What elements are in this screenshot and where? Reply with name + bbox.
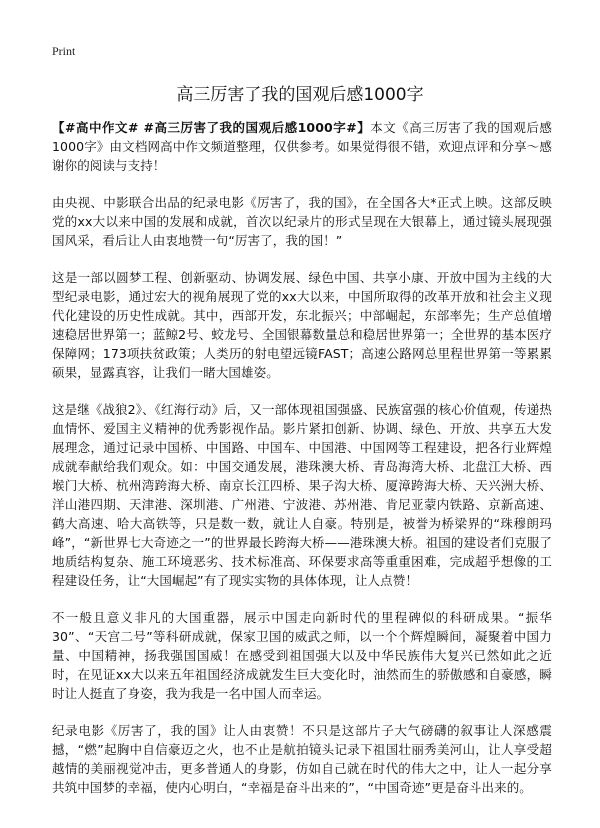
paragraph-3: 这是继《战狼2》、《红海行动》后，又一部体现祖国强盛、民族富强的核心价值观，传递热血情怀、爱国主义精神的优秀影视作品。影片紧扣创新、协调、绿色、开放、共享五大发展理念，通过记录中国桥、中国路、中国车、中国港、中国网等工程建设，把各行业辉煌成就奉献给我们观众。如：中国交通发展，港珠澳大桥、青岛海湾大桥、北盘江大桥、西堠门大桥、杭州湾跨海大桥、南京长江四桥、果子沟大桥、厦漳跨海大桥、天兴洲大桥、洋山港四期、天津港、深圳港、广州港、宁波港、苏州港、肯尼亚蒙内铁路、京新高速、鹤大高速、哈大高铁等，只是数一数，就让人自豪。特别是，被誉为桥梁界的“珠穆朗玛峰”，“新世界七大奇迹之一”的世界最长跨海大桥——港珠澳大桥。祖国的建设者们克服了地质结构复杂、施工环境恶劣、技术标准高、环保要求高等重重困难，完成超乎想像的工程建设任务，让“大国崛起”有了现实实物的具体体现，让人点赞！ [52,402,552,588]
paragraph-5: 纪录电影《厉害了，我的国》让人由衷赞！不只是这部片子大气磅礴的叙事让人深感震撼，“燃”起胸中自信豪迈之火，也不止是航拍镜头记录下祖国壮丽秀美河山，让人享受超越情的美丽视觉冲击，更多普通人的身影，仿如自己就在时代的伟大之中，让人一起分享共筑中国梦的幸福，使内心明白，“幸福是奋斗出来的”，“中国奇迹”更是奋斗出来的。 [52,723,552,795]
intro-text: 本文《高三厉害了我的国观后感1000字》由文档网高中作文频道整理，仅供参考。如果觉得很不错，欢迎点评和分享～感谢你的阅读与支持！ [52,120,552,173]
article-body [52,118,552,815]
intro-tag: 【#高中作文# #高三厉害了我的国观后感1000字#】 [52,120,371,135]
paragraph-2: 这是一部以圆梦工程、创新驱动、协调发展、绿色中国、共享小康、开放中国为主线的大型纪录电影，通过宏大的视角展现了党的xx大以来，中国所取得的改革开放和社会主义现代化建设的历史性成就。其中，西部开发，东北振兴；中部崛起，东部率先；生产总值增速稳居世界第一；蓝鲸2号、蛟龙号、全国银幕数量总和稳居世界第一；全世界的基本医疗保障网；173项扶贫政策；人类历的射电望远镜FAST；高速公路网总里程世界第一等累累硕果，显露真容，让我们一睹大国雄姿。 [52,270,552,380]
print-link[interactable]: Print [52,44,76,58]
intro-paragraph [52,118,552,175]
paragraph-1: 由央视、中影联合出品的纪录电影《厉害了，我的国》，在全国各大*正式上映。这部反映党的xx大以来中国的发展和成就，首次以纪录片的形式呈现在大银幕上，通过镜头展现强国风采，看后让人由衷地赞一句“厉害了，我的国！” [52,195,552,248]
paragraph-4: 不一般且意义非凡的大国重器，展示中国走向新时代的里程碑似的科研成果。“振华30”、“天宫二号”等科研成就，保家卫国的威武之师，以一个个辉煌瞬间，凝聚着中国力量、中国精神，扬我强国国威！在感受到祖国强大以及中华民族伟大复兴已然如此之近时，在见证xx大以来五年祖国经济成就发生巨大变化时，油然而生的骄傲感和自豪感，瞬时让人挺直了身姿，我为我是一名中国人而幸运。 [52,610,552,701]
article-title: 高三厉害了我的国观后感1000字 [176,85,424,105]
